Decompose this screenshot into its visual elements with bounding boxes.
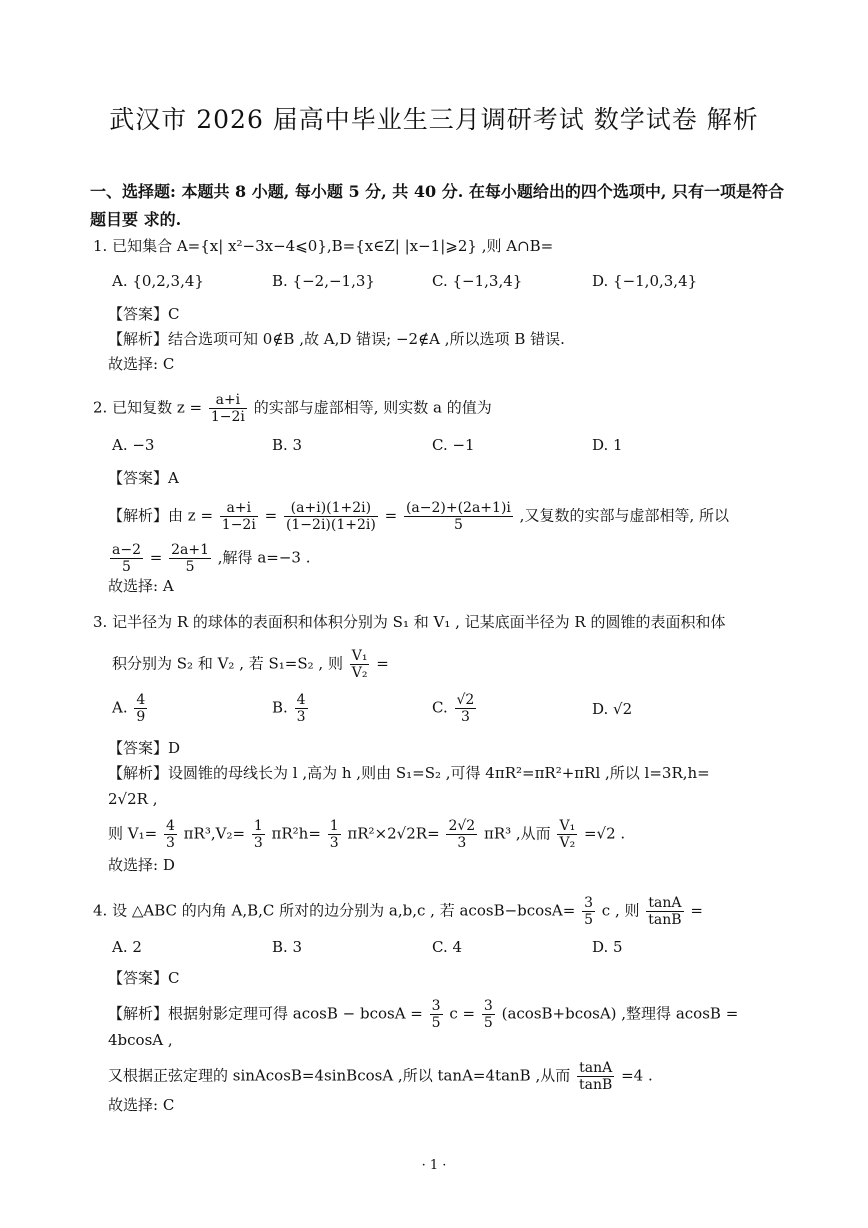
q4-stem-tan-fraction: $\frac{\tan A}{\tan B}$: [648, 895, 682, 928]
page-number: · 1 ·: [421, 1158, 447, 1173]
q1-choice: 故选择: C: [108, 355, 175, 373]
q2-option-c: C. −1: [432, 436, 475, 454]
q4-analysis-line3: 又根据正弦定理的 sinAcosB=4sinBcosA ,所以 tanA=4tanB ,从而 $\frac{\tan A}{\tan B}$ =4 .: [108, 1060, 653, 1093]
q3-option-d: D. √2: [592, 700, 633, 718]
section-heading: 一、选择题: 本题共 8 小题, 每小题 5 分, 共 40 分. 在每小题给出的四个选项中, 只有一项是符合题目要 求的.: [90, 182, 784, 229]
q3-option-c-fraction: $\frac{√2}{3}$: [456, 692, 475, 725]
q1-option-d: D. {−1,0,3,4}: [592, 272, 698, 290]
q3-fraction-b: $\frac{1}{3}$: [253, 818, 263, 851]
q2-fraction-3: $\frac{(a-2)+(2a+1)i}{5}$: [405, 500, 511, 533]
q2-fraction-5: $\frac{2a+1}{5}$: [171, 542, 209, 575]
q2-analysis-line1: 【解析】由 z = $\frac{a+i}{1-2i}$ = $\frac{(a+i)(1+2i)}{(1-2i)(1+2i)}$ = $\frac{(a-2)+(2a+1)i}{5}$ ,又复数的实部与虚部相等, 所以: [108, 500, 729, 533]
q3-analysis-line1: 【解析】设圆锥的母线长为 l ,高为 h ,则由 S₁=S₂ ,可得 4πR²=πR²+πRl ,所以 l=3R,h=: [108, 764, 710, 782]
q3-stem-line2: 积分别为 S₂ 和 V₂ , 若 S₁=S₂ , 则 $\frac{\text{V₁}}{\text{V₂}}$ =: [112, 648, 389, 681]
q1-option-b: B. {−2,−1,3}: [272, 272, 375, 290]
q4-option-c: C. 4: [432, 938, 463, 956]
q3-fraction-c: $\frac{1}{3}$: [329, 818, 339, 851]
q1-answer: 【答案】C: [108, 305, 180, 323]
q3-analysis-line2: 2√2R ,: [108, 790, 158, 808]
q4-option-a: A. 2: [112, 938, 142, 956]
q2-option-b: B. 3: [272, 436, 303, 454]
q2-fraction-1: $\frac{a+i}{1-2i}$: [221, 500, 256, 533]
q2-stem: [93, 392, 492, 425]
q1-analysis: 【解析】结合选项可知 0∉B ,故 A,D 错误; −2∉A ,所以选项 B 错误.: [108, 330, 565, 348]
q4-analysis-line2: 4bcosA ,: [108, 1031, 173, 1049]
q2-option-a: A. −3: [112, 436, 155, 454]
q3-option-b-fraction: $\frac{4}{3}$: [296, 692, 306, 725]
q4-choice: 故选择: C: [108, 1096, 175, 1114]
q3-choice: 故选择: D: [108, 856, 175, 874]
q3-option-a: A. $\frac{4}{9}$: [112, 692, 146, 725]
q3-answer: 【答案】D: [108, 739, 181, 757]
q3-stem-line1: 3. 记半径为 R 的球体的表面积和体积分别为 S₁ 和 V₁ , 记某底面半径为 R 的圆锥的表面积和体: [93, 613, 726, 631]
q4-answer: 【答案】C: [108, 969, 180, 987]
q4-fraction-f: $\frac{3}{5}$: [431, 998, 441, 1031]
q4-stem: 4. 设 △ABC 的内角 A,B,C 所对的边分别为 a,b,c , 若 acosB−bcosA= $\frac{3}{5}$ c , 则 $\frac{\tan A}{\tan B}$ =: [93, 895, 703, 928]
page-title: 武汉市 2026 届高中毕业生三月调研考试 数学试卷 解析: [109, 105, 759, 134]
q4-stem-fraction: $\frac{3}{5}$: [584, 895, 593, 928]
q4-option-d: D. 5: [592, 938, 623, 956]
q3-fraction-e: $\frac{\text{V₁}}{\text{V₂}}$: [559, 818, 576, 851]
q3-stem-fraction: $\frac{\text{V₁}}{\text{V₂}}$: [351, 648, 368, 681]
q4-fraction-g: $\frac{3}{5}$: [483, 998, 493, 1031]
q2-fraction-4: $\frac{a-2}{5}$: [112, 542, 141, 575]
q2-stem-text: 2. 已知复数 z =: [93, 398, 203, 417]
q2-stem-tail: 的实部与虚部相等, 则实数 a 的值为: [253, 398, 492, 417]
q2-choice: 故选择: A: [108, 577, 174, 595]
q2-option-d: D. 1: [592, 436, 623, 454]
q3-option-a-fraction: $\frac{4}{9}$: [136, 692, 146, 725]
q4-fraction-tan: $\frac{\tan A}{\tan B}$: [579, 1060, 613, 1093]
q4-analysis-line1: 【解析】根据射影定理可得 acosB − bcosA = $\frac{3}{5}$ c = $\frac{3}{5}$ (acosB+bcosA) ,整理得 acosB =: [108, 998, 739, 1031]
q2-answer: 【答案】A: [108, 469, 179, 487]
q1-option-c: C. {−1,3,4}: [432, 272, 523, 290]
q3-option-b: B. $\frac{4}{3}$: [272, 692, 306, 725]
q4-option-b: B. 3: [272, 938, 303, 956]
q1-option-a: A. {0,2,3,4}: [112, 272, 204, 290]
q2-stem-fraction: $\frac{a+i}{1-2i}$: [210, 392, 245, 425]
q2-analysis-line2: $\frac{a-2}{5}$ = $\frac{2a+1}{5}$ ,解得 a=−3 .: [112, 542, 311, 575]
q3-fraction-a: $\frac{4}{3}$: [165, 818, 175, 851]
q1-stem: 1. 已知集合 A={x| x²−3x−4⩽0},B={x∈Z| |x−1|⩾2} ,则 A∩B=: [93, 237, 554, 255]
q3-option-c: C. $\frac{√2}{3}$: [432, 692, 475, 725]
q3-analysis-line3: 则 V₁= $\frac{4}{3}$ πR³,V₂= $\frac{1}{3}$ πR²h= $\frac{1}{3}$ πR²×2√2R= $\frac{2√2}{3}$ πR³ ,从而 $\frac{\text{V₁}}{\text{V₂}}$ =√2 .: [108, 818, 626, 851]
q2-fraction-2: $\frac{(a+i)(1+2i)}{(1-2i)(1+2i)}$: [285, 500, 376, 533]
q3-fraction-d: $\frac{2√2}{3}$: [448, 818, 476, 851]
